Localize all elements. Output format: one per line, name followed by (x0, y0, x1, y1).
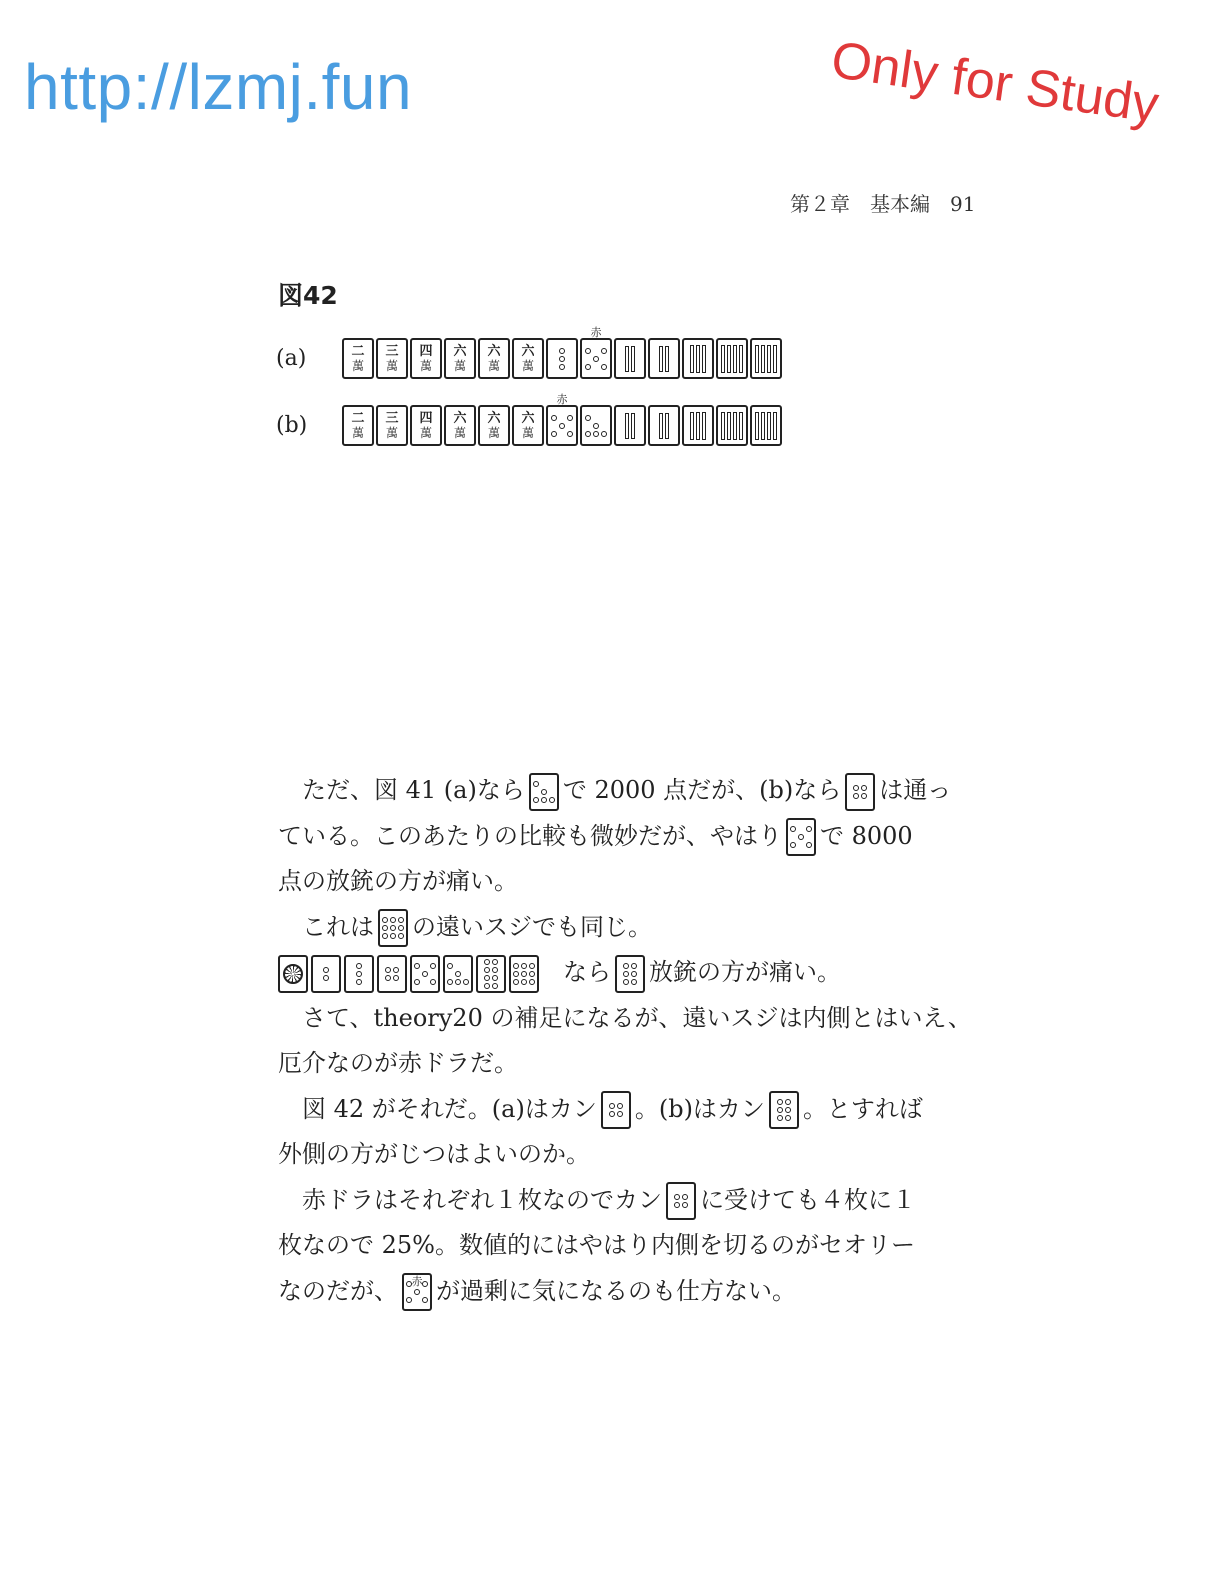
bamboo-stick-icon (690, 412, 694, 440)
text: 。とすれば (802, 1094, 923, 1123)
pin-dot-icon (492, 983, 498, 989)
pin-dot-icon (682, 1202, 688, 1208)
bamboo-stick-icon (755, 345, 759, 373)
tile-inline (786, 818, 816, 856)
pin-dot-icon (414, 963, 420, 969)
sou-tile (750, 405, 782, 446)
man-tile (410, 338, 442, 379)
pin-dot-icon (541, 797, 547, 803)
paragraph-5 (278, 1087, 988, 1178)
pin-dot-icon (593, 356, 599, 362)
sou-sticks (659, 413, 669, 439)
text: は通っ (879, 776, 952, 804)
pin-dot-icon (414, 979, 420, 985)
bamboo-stick-icon (721, 412, 725, 440)
text: さて、theory20 の補足になるが、遠いスジは内側とはいえ、 (302, 1003, 972, 1032)
pin-tile (278, 955, 308, 993)
pin-dot-icon (521, 971, 527, 977)
pin-dot-icon (549, 797, 555, 803)
tile-suit: 萬 (419, 358, 432, 373)
pin-dot-icon (567, 415, 573, 421)
text: なのだが、 (278, 1276, 398, 1305)
bamboo-stick-icon (727, 345, 731, 373)
bamboo-stick-icon (702, 345, 706, 373)
study-watermark: Only for Study (827, 30, 1163, 135)
pin-tile (666, 1182, 696, 1220)
pin-dot-icon (356, 979, 362, 985)
pin-dot-icon (853, 785, 859, 791)
pin-dots (623, 963, 637, 985)
pin-dot-icon (585, 415, 591, 421)
pin-dot-icon (585, 431, 591, 437)
pin-dot-icon (533, 797, 539, 803)
text: が過剰に気になるのも仕方ない。 (436, 1276, 796, 1305)
hand-label-a: (a) (276, 346, 307, 371)
man-tile (410, 405, 442, 446)
bamboo-stick-icon (665, 413, 669, 439)
pin-dot-icon (551, 431, 557, 437)
tile-rank: 四 (419, 410, 433, 426)
pin-dot-icon (617, 1103, 623, 1109)
pin-tile (580, 405, 612, 446)
body-text (278, 768, 988, 1314)
hand-b-tiles (342, 393, 782, 446)
pin-dot-icon (323, 975, 329, 981)
bamboo-stick-icon (755, 412, 759, 440)
pin-tile (546, 338, 578, 379)
sou-tile (682, 338, 714, 379)
pin-tile (546, 393, 578, 446)
red-dora-mark: 赤 (411, 1275, 423, 1288)
pin-dot-icon (385, 967, 391, 973)
pin-dot-icon (559, 423, 565, 429)
pin-dot-icon (484, 959, 490, 965)
pin-dot-icon (390, 917, 396, 923)
tile-inline (666, 1182, 696, 1220)
pin-dot-icon (323, 967, 329, 973)
text: 外側の方がじつはよいのか。 (278, 1140, 590, 1168)
pin-dot-icon (861, 793, 867, 799)
hand-a-tiles (342, 326, 782, 379)
pin-dot-icon (447, 979, 453, 985)
paragraph-3 (278, 950, 988, 996)
pin-dot-icon (484, 967, 490, 973)
pin-dot-icon (393, 967, 399, 973)
text: ている。このあたりの比較も微妙だが、やはり (278, 821, 782, 850)
sou-tile (716, 405, 748, 446)
text: ただ、図 41 (a)なら (302, 776, 525, 804)
pin-dots (551, 415, 573, 437)
url-watermark: http://lzmj.fun (24, 51, 413, 123)
bamboo-stick-icon (631, 346, 635, 372)
pin-tile (845, 773, 875, 811)
pin-dot-icon (585, 364, 591, 370)
tile-inline (378, 909, 408, 947)
man-tile (478, 338, 510, 379)
pin-dots (853, 785, 867, 799)
text: 厄介なのが赤ドラだ。 (278, 1049, 518, 1077)
pin-dot-icon (623, 979, 629, 985)
pin-dots (559, 348, 565, 370)
text: 点の放銃の方が痛い。 (278, 867, 518, 895)
sou-sticks (625, 346, 635, 372)
red-dora-mark: 赤 (590, 326, 602, 339)
pin-dot-icon (447, 963, 453, 969)
sou-tile (682, 405, 714, 446)
pin-dot-icon (631, 979, 637, 985)
pin-dot-icon (609, 1103, 615, 1109)
tile-inline (615, 955, 645, 993)
pin-dots (356, 963, 362, 985)
text: 図 42 がそれだ。(a)はカン (302, 1094, 597, 1123)
pin-dots (777, 1099, 791, 1121)
pin-dot-icon (422, 1281, 428, 1287)
tile-suit: 萬 (385, 358, 398, 373)
pin-dot-icon (617, 1111, 623, 1117)
pin-dot-icon (853, 793, 859, 799)
pin-tile (580, 326, 612, 379)
sou-sticks (659, 346, 669, 372)
pin-dots (790, 826, 812, 848)
bamboo-stick-icon (690, 345, 694, 373)
pin-dot-icon (559, 348, 565, 354)
pin-dot-icon (393, 975, 399, 981)
pin-dot-icon (398, 925, 404, 931)
text: これは (302, 912, 374, 941)
sou-sticks (625, 413, 635, 439)
tile-suit: 萬 (521, 425, 534, 440)
pin-dots (609, 1103, 623, 1117)
pin-dot-icon (492, 967, 498, 973)
bamboo-stick-icon (625, 346, 629, 372)
tile-suit: 萬 (385, 425, 398, 440)
pin-tile (410, 955, 440, 993)
pin-tile (443, 955, 473, 993)
pin-dot-icon (455, 979, 461, 985)
pin-dot-icon (777, 1107, 783, 1113)
sou-tile (648, 405, 680, 446)
bamboo-stick-icon (721, 345, 725, 373)
pin-dot-icon (529, 963, 535, 969)
tile-suit: 萬 (419, 425, 432, 440)
pin-dot-icon (798, 834, 804, 840)
pin-dot-icon (513, 963, 519, 969)
pin-dot-icon (623, 963, 629, 969)
pin-dot-icon (422, 971, 428, 977)
pin-dot-icon (541, 789, 547, 795)
pin-dot-icon (601, 431, 607, 437)
pin-dot-icon (790, 826, 796, 832)
pin-dots (585, 415, 607, 437)
paragraph-6 (278, 1178, 988, 1315)
bamboo-stick-icon (773, 345, 777, 373)
text: 枚なので 25%。数値的にはやはり内側を切るのがセオリー (278, 1231, 915, 1259)
pin-dot-icon (593, 423, 599, 429)
pin-dot-icon (559, 356, 565, 362)
sou-sticks (690, 412, 706, 440)
sou-tile (750, 338, 782, 379)
sou-tile (614, 405, 646, 446)
sou-sticks (755, 345, 777, 373)
pin-dot-icon (567, 431, 573, 437)
text: で 8000 (820, 821, 913, 850)
pin-dot-icon (390, 933, 396, 939)
tile-rank: 三 (385, 410, 399, 426)
pin-dots (484, 959, 498, 989)
tile-inline (845, 773, 875, 811)
pin-dot-icon (609, 1111, 615, 1117)
pin-tile (344, 955, 374, 993)
pin-dots (513, 963, 535, 985)
tile-rank: 二 (351, 343, 365, 359)
pin-dot-icon (806, 842, 812, 848)
pin-dot-icon (385, 975, 391, 981)
tile-suit: 萬 (453, 358, 466, 373)
pin-tile (769, 1091, 799, 1129)
pin-dot-icon (382, 925, 388, 931)
pin-dot-icon (631, 963, 637, 969)
pin-one-icon (283, 964, 303, 984)
red-dora-mark: 赤 (556, 393, 568, 406)
sou-sticks (755, 412, 777, 440)
tile-suit: 萬 (351, 425, 364, 440)
pin-dot-icon (484, 975, 490, 981)
bamboo-stick-icon (659, 413, 663, 439)
bamboo-stick-icon (733, 345, 737, 373)
bamboo-stick-icon (767, 412, 771, 440)
pin-tile (601, 1091, 631, 1129)
pin-dot-icon (513, 979, 519, 985)
pin-dots (414, 963, 436, 985)
pin-dot-icon (631, 971, 637, 977)
pin-dot-icon (513, 971, 519, 977)
pin-dot-icon (623, 971, 629, 977)
text: なら (563, 958, 611, 986)
pin-tile (378, 909, 408, 947)
tile-rank: 四 (419, 343, 433, 359)
pin-dot-icon (785, 1115, 791, 1121)
pin-dots (382, 917, 404, 939)
pin-dot-icon (674, 1202, 680, 1208)
paragraph-4 (278, 996, 988, 1087)
pin-dot-icon (559, 364, 565, 370)
pin-dots (385, 967, 399, 981)
tile-suit: 萬 (521, 358, 534, 373)
pin-dot-icon (390, 925, 396, 931)
tile-rank: 六 (453, 343, 467, 359)
bamboo-stick-icon (739, 412, 743, 440)
pin-dots (585, 348, 607, 370)
pin-dot-icon (422, 1297, 428, 1303)
paragraph-1 (278, 768, 988, 905)
pin-dot-icon (777, 1099, 783, 1105)
bamboo-stick-icon (773, 412, 777, 440)
pin-dot-icon (806, 826, 812, 832)
pin-dot-icon (492, 975, 498, 981)
pin-dot-icon (382, 917, 388, 923)
pin-tile (529, 773, 559, 811)
pin-dot-icon (529, 979, 535, 985)
pin-dot-icon (533, 781, 539, 787)
pin-dot-icon (356, 963, 362, 969)
tile-inline (402, 1273, 432, 1311)
text: に受けても４枚に１ (700, 1185, 916, 1214)
pin-dots (447, 963, 469, 985)
pin-tile (509, 955, 539, 993)
tile-suit: 萬 (487, 358, 500, 373)
text: 。(b)はカン (634, 1094, 765, 1123)
sou-tile (614, 338, 646, 379)
tile-rank: 六 (521, 410, 535, 426)
man-tile (444, 405, 476, 446)
pin-dot-icon (455, 971, 461, 977)
pin-dot-icon (430, 963, 436, 969)
pin-dot-icon (398, 933, 404, 939)
bamboo-stick-icon (696, 412, 700, 440)
sou-sticks (690, 345, 706, 373)
man-tile (376, 338, 408, 379)
pin-dot-icon (463, 979, 469, 985)
pin-dot-icon (861, 785, 867, 791)
tile-rank: 六 (521, 343, 535, 359)
text: 赤ドラはそれぞれ１枚なのでカン (302, 1185, 662, 1214)
tile-inline (529, 773, 559, 811)
bamboo-stick-icon (727, 412, 731, 440)
figure-title: 図42 (278, 281, 338, 310)
pin-dot-icon (492, 959, 498, 965)
paragraph-2 (278, 905, 988, 951)
pin-dot-icon (674, 1194, 680, 1200)
pin-dot-icon (790, 842, 796, 848)
tile-suit: 萬 (351, 358, 364, 373)
pin-dot-icon (551, 415, 557, 421)
sou-sticks (721, 412, 743, 440)
tile-suit: 萬 (453, 425, 466, 440)
bamboo-stick-icon (739, 345, 743, 373)
tile-rank: 二 (351, 410, 365, 426)
man-tile (342, 338, 374, 379)
pin-dot-icon (785, 1107, 791, 1113)
pin-tile (476, 955, 506, 993)
pin-dot-icon (777, 1115, 783, 1121)
pin-dot-icon (601, 364, 607, 370)
pin-dot-icon (682, 1194, 688, 1200)
sou-sticks (721, 345, 743, 373)
bamboo-stick-icon (733, 412, 737, 440)
pin-dot-icon (601, 348, 607, 354)
pin-dot-icon (356, 971, 362, 977)
pin-dot-icon (398, 917, 404, 923)
tile-inline (769, 1091, 799, 1129)
pin-dot-icon (430, 979, 436, 985)
bamboo-stick-icon (767, 345, 771, 373)
pin-tile (786, 818, 816, 856)
tile-suit: 萬 (487, 425, 500, 440)
tile-row-inline (278, 955, 539, 993)
pin-dots (323, 967, 329, 981)
tile-rank: 六 (487, 343, 501, 359)
man-tile (342, 405, 374, 446)
pin-tile (311, 955, 341, 993)
tile-rank: 三 (385, 343, 399, 359)
text: 放銃の方が痛い。 (649, 958, 841, 986)
bamboo-stick-icon (761, 412, 765, 440)
pin-tile (402, 1273, 432, 1311)
tile-rank: 六 (487, 410, 501, 426)
pin-dot-icon (529, 971, 535, 977)
pin-dot-icon (585, 348, 591, 354)
pin-dots (533, 781, 555, 803)
text: の遠いスジでも同じ。 (412, 912, 652, 941)
man-tile (478, 405, 510, 446)
text: で 2000 点だが、(b)なら (562, 776, 842, 804)
tile-inline (601, 1091, 631, 1129)
pin-dot-icon (484, 983, 490, 989)
tile-rank: 六 (453, 410, 467, 426)
man-tile (444, 338, 476, 379)
man-tile (376, 405, 408, 446)
pin-tile (615, 955, 645, 993)
pin-dot-icon (521, 963, 527, 969)
bamboo-stick-icon (625, 413, 629, 439)
sou-tile (716, 338, 748, 379)
bamboo-stick-icon (761, 345, 765, 373)
man-tile (512, 338, 544, 379)
pin-dot-icon (593, 431, 599, 437)
bamboo-stick-icon (631, 413, 635, 439)
pin-tile (377, 955, 407, 993)
bamboo-stick-icon (665, 346, 669, 372)
pin-dot-icon (521, 979, 527, 985)
bamboo-stick-icon (696, 345, 700, 373)
pin-dots (674, 1194, 688, 1208)
bamboo-stick-icon (702, 412, 706, 440)
running-head: 第２章 基本編 91 (790, 192, 976, 216)
man-tile (512, 405, 544, 446)
pin-dot-icon (382, 933, 388, 939)
bamboo-stick-icon (659, 346, 663, 372)
pin-dot-icon (785, 1099, 791, 1105)
sou-tile (648, 338, 680, 379)
hand-label-b: (b) (276, 413, 308, 438)
